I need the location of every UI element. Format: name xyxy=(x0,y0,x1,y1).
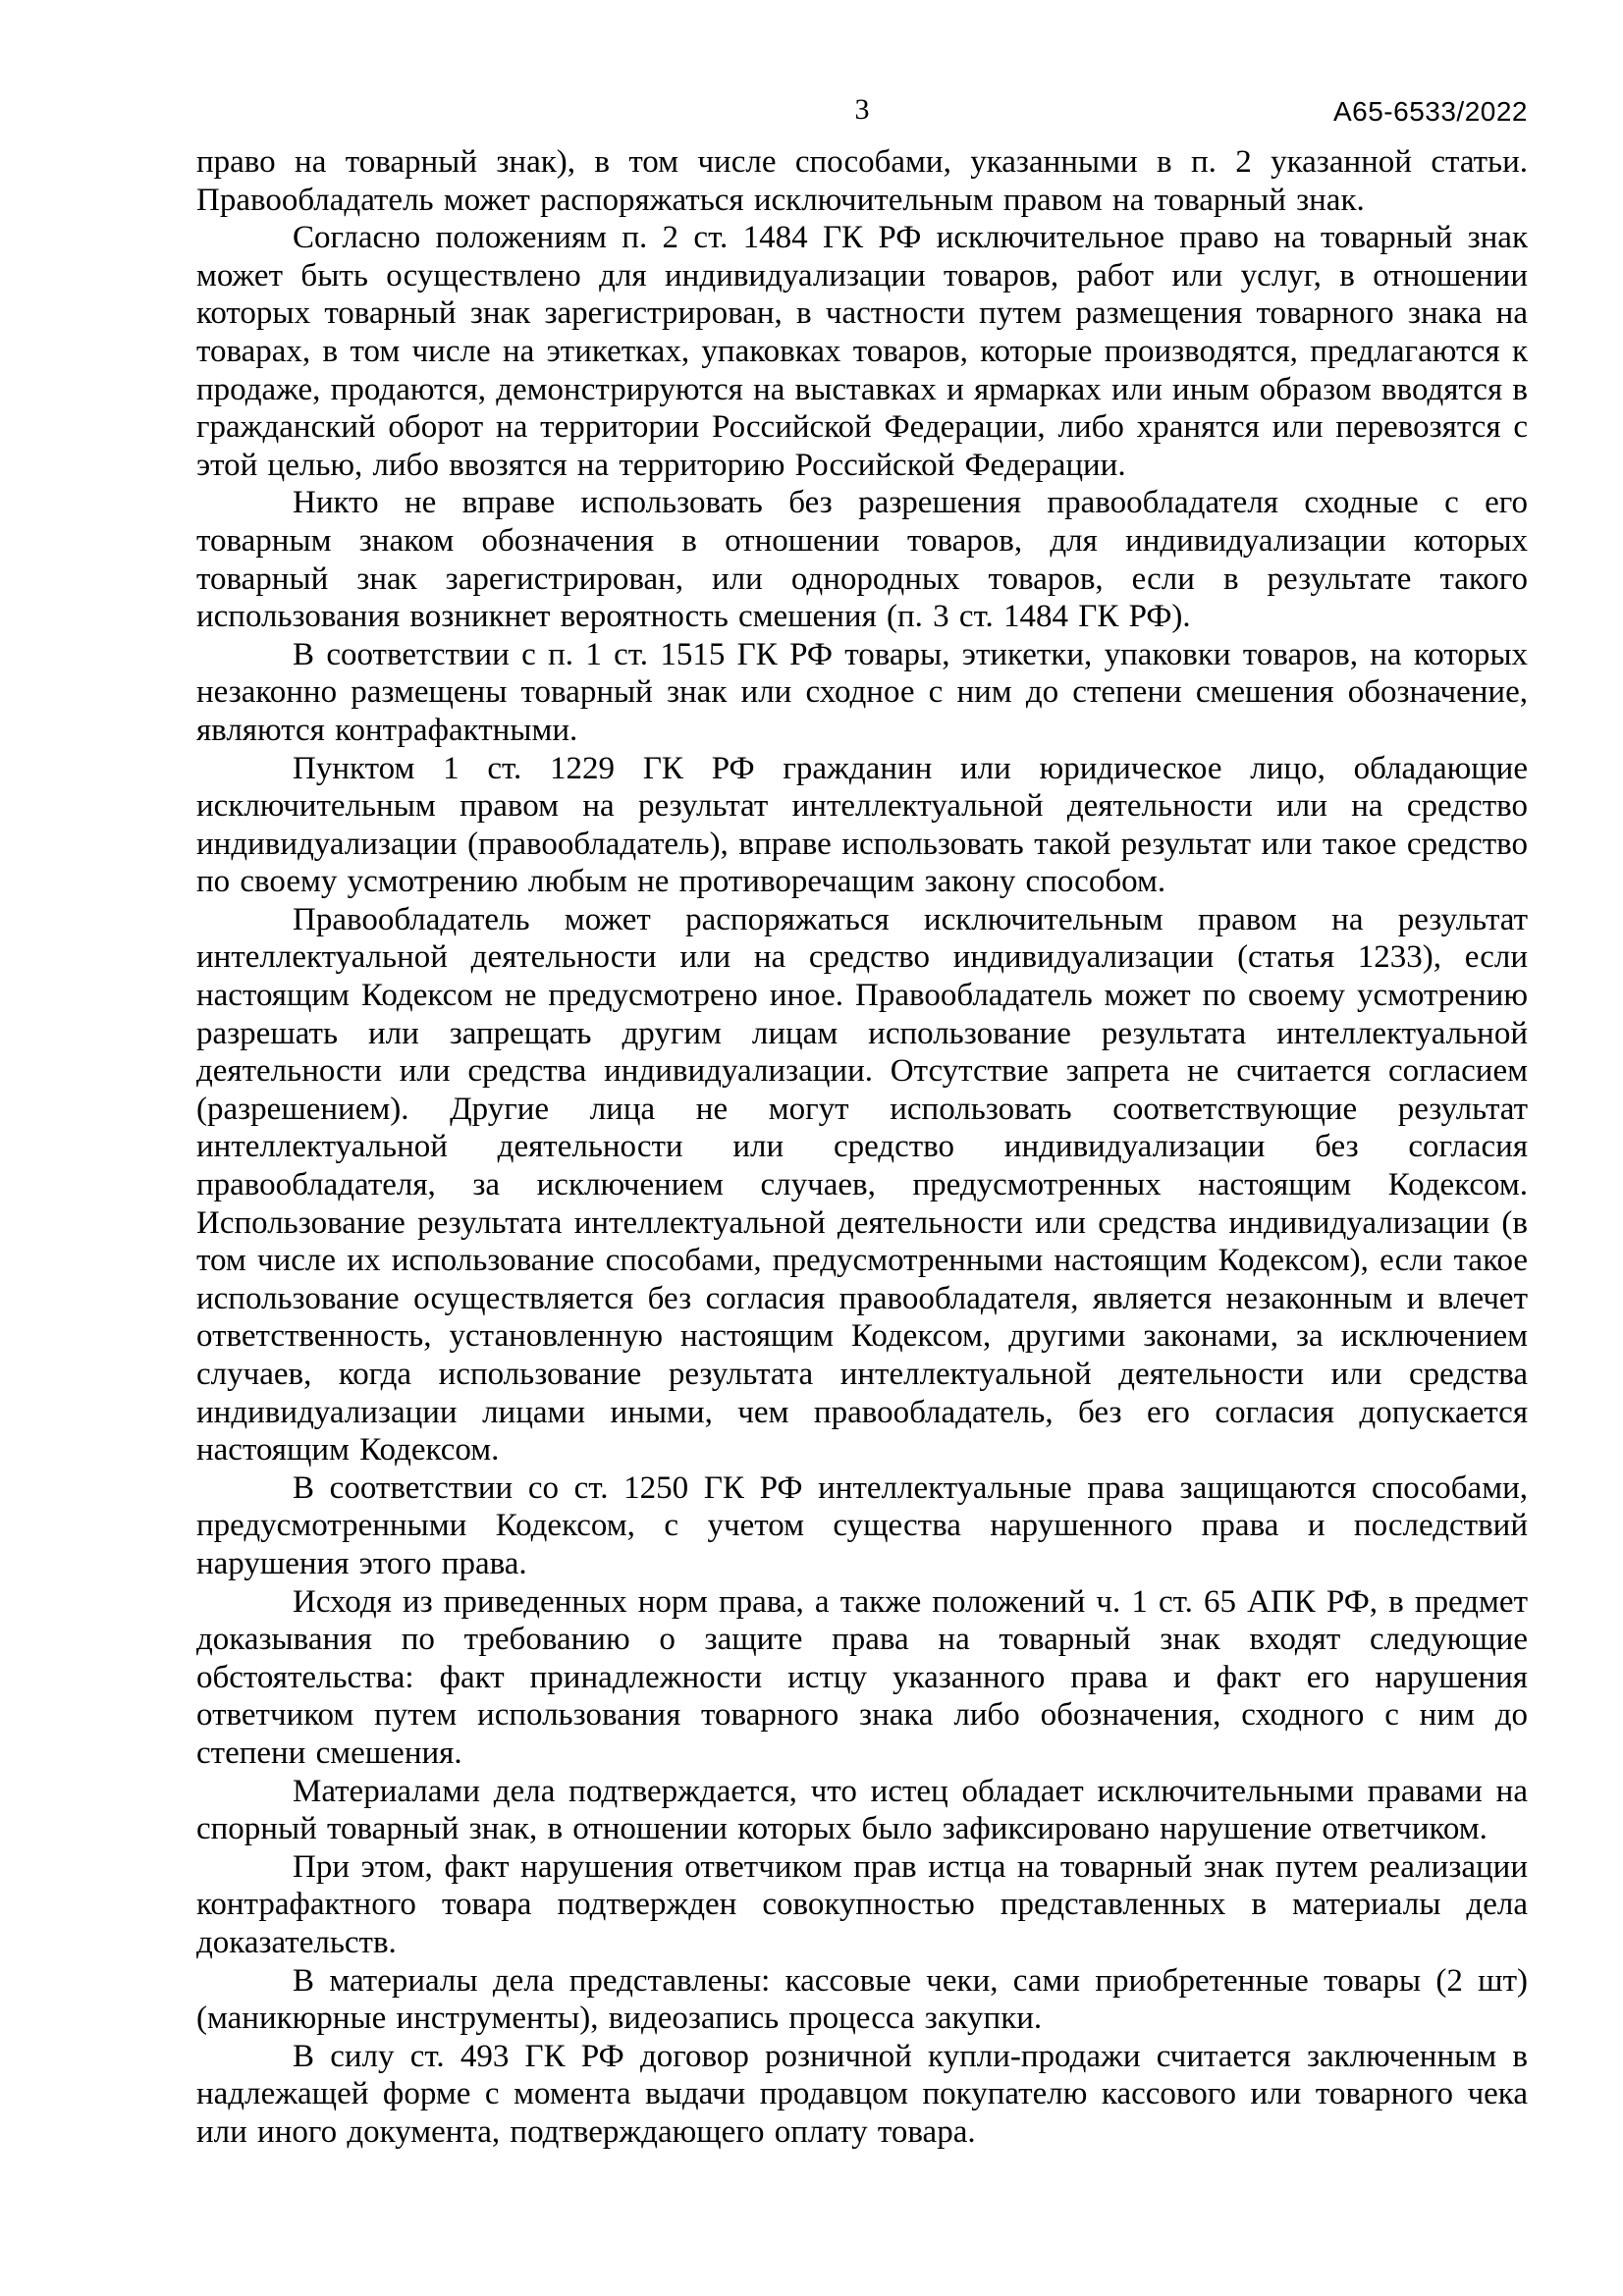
case-number: А65-6533/2022 xyxy=(1332,96,1528,127)
paragraph: В силу ст. 493 ГК РФ договор розничной купли-продажи считается заключенным в надлежащей форме с момента выдачи продавцом покупателю кассового или товарного чека или иного документа, подтверждающего оплату товара. xyxy=(196,2038,1528,2150)
paragraph: Исходя из приведенных норм права, а также положений ч. 1 ст. 65 АПК РФ, в предмет доказывания по требованию о защите права на товарный знак входят следующие обстоятельства: факт принадлежности истцу указанного права и факт его нарушения ответчиком путем использования товарного знака либо обозначения, сходного с ним до степени смешения. xyxy=(196,1583,1528,1771)
paragraph: В соответствии с п. 1 ст. 1515 ГК РФ товары, этикетки, упаковки товаров, на которых незаконно размещены товарный знак или сходное с ним до степени смешения обозначение, являются контрафактными. xyxy=(196,636,1528,748)
paragraph: Правообладатель может распоряжаться исключительным правом на результат интеллектуальной деятельности или на средство индивидуализации (статья 1233), если настоящим Кодексом не предусмотрено иное. Правообладатель может по своему усмотрению разрешать или запрещать другим лицам использование результата интеллектуальной деятельности или средства индивидуализации. Отсутствие запрета не считается согласием (разрешением). Другие лица не могут использовать соответствующие результат интеллектуальной деятельности или средство индивидуализации без согласия правообладателя, за исключением случаев, предусмотренных настоящим Кодексом. Использование результата интеллектуальной деятельности или средства индивидуализации (в том числе их использование способами, предусмотренными настоящим Кодексом), если такое использование осуществляется без согласия правообладателя, является незаконным и влечет ответственность, установленную настоящим Кодексом, другими законами, за исключением случаев, когда использование результата интеллектуальной деятельности или средства индивидуализации лицами иными, чем правообладатель, без его согласия допускается настоящим Кодексом. xyxy=(196,901,1528,1468)
paragraph: В соответствии со ст. 1250 ГК РФ интеллектуальные права защищаются способами, предусмотренными Кодексом, с учетом существа нарушенного права и последствий нарушения этого права. xyxy=(196,1469,1528,1581)
paragraph: Пунктом 1 ст. 1229 ГК РФ гражданин или юридическое лицо, обладающие исключительным правом на результат интеллектуальной деятельности или на средство индивидуализации (правообладатель), вправе использовать такой результат или такое средство по своему усмотрению любым не противоречащим закону способом. xyxy=(196,750,1528,900)
paragraph: Никто не вправе использовать без разрешения правообладателя сходные с его товарным знаком обозначения в отношении товаров, для индивидуализации которых товарный знак зарегистрирован, или однородных товаров, если в результате такого использования возникнет вероятность смешения (п. 3 ст. 1484 ГК РФ). xyxy=(196,485,1528,635)
paragraph: право на товарный знак), в том числе способами, указанными в п. 2 указанной статьи. Правообладатель может распоряжаться исключительным правом на товарный знак. xyxy=(196,144,1528,218)
paragraph: При этом, факт нарушения ответчиком прав истца на товарный знак путем реализации контрафактного товара подтвержден совокупностью представленных в материалы дела доказательств. xyxy=(196,1848,1528,1960)
page-number: 3 xyxy=(854,93,870,126)
paragraph: В материалы дела представлены: кассовые чеки, сами приобретенные товары (2 шт) (маникюрные инструменты), видеозапись процесса закупки. xyxy=(196,1962,1528,2037)
paragraph: Согласно положениям п. 2 ст. 1484 ГК РФ исключительное право на товарный знак может быть осуществлено для индивидуализации товаров, работ или услуг, в отношении которых товарный знак зарегистрирован, в частности путем размещения товарного знака на товарах, в том числе на этикетках, упаковках товаров, которые производятся, предлагаются к продаже, продаются, демонстрируются на выставках и ярмарках или иным образом вводятся в гражданский оборот на территории Российской Федерации, либо хранятся или перевозятся с этой целью, либо ввозятся на территорию Российской Федерации. xyxy=(196,220,1528,483)
paragraph: Материалами дела подтверждается, что истец обладает исключительными правами на спорный товарный знак, в отношении которых было зафиксировано нарушение ответчиком. xyxy=(196,1773,1528,1847)
document-body xyxy=(196,143,1528,2151)
page-header xyxy=(196,92,1528,137)
